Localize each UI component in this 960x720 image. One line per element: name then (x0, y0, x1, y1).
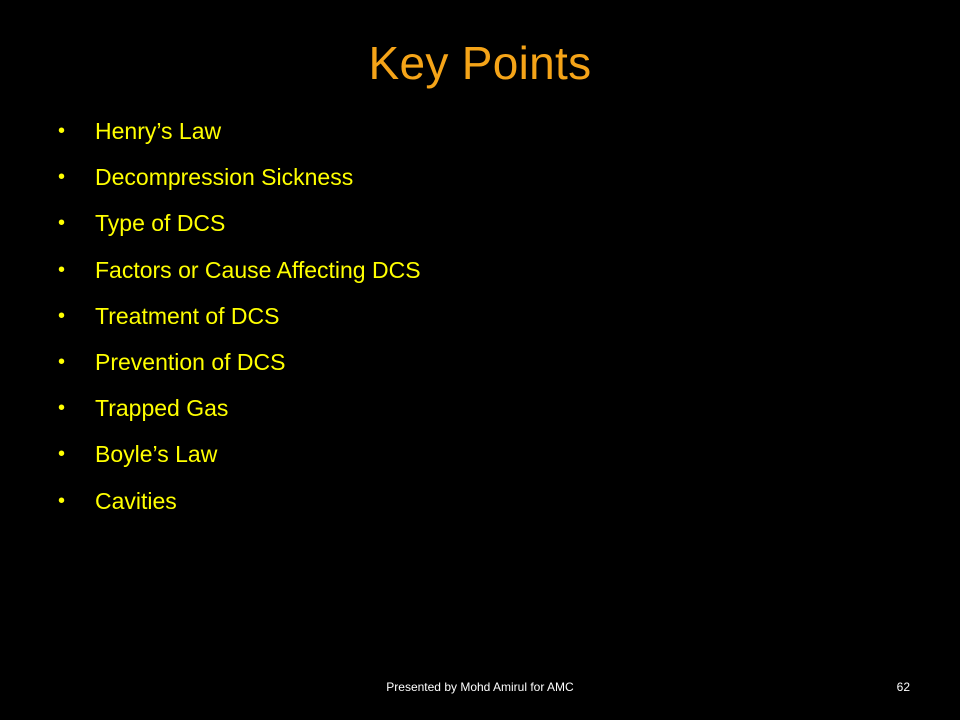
bullet-label: Decompression Sickness (95, 164, 354, 191)
bullet-icon: • (58, 443, 66, 466)
bullet-label: Prevention of DCS (95, 348, 286, 375)
bullet-icon: • (58, 304, 66, 327)
bullet-icon: • (58, 350, 66, 373)
bullet-label: Cavities (95, 487, 177, 514)
bullet-icon: • (58, 120, 66, 142)
bullet-label: Trapped Gas (95, 395, 229, 422)
bullet-item-boyles-law (58, 431, 421, 477)
bullet-icon: • (58, 489, 66, 512)
bullet-label: Factors or Cause Affecting DCS (95, 256, 421, 283)
bullet-item-cavities (58, 478, 421, 524)
bullet-item-treatment-of-dcs (58, 293, 421, 339)
bullet-icon: • (58, 258, 66, 281)
bullet-item-factors-affecting-dcs (58, 247, 421, 293)
bullet-label: Boyle’s Law (95, 441, 218, 468)
footer-presenter: Presented by Mohd Amirul for AMC (386, 680, 574, 694)
bullet-label: Treatment of DCS (95, 302, 280, 329)
page-number: 62 (896, 680, 910, 694)
bullet-item-trapped-gas (58, 385, 421, 431)
bullet-icon: • (58, 212, 66, 235)
bullet-list (58, 108, 421, 524)
bullet-icon: • (58, 166, 66, 189)
bullet-item-decompression-sickness (58, 154, 421, 200)
bullet-label: Type of DCS (95, 210, 226, 237)
bullet-item-henrys-law (58, 108, 421, 154)
slide-title: Key Points (368, 37, 592, 89)
bullet-label: Henry’s Law (95, 118, 222, 144)
bullet-item-type-of-dcs (58, 200, 421, 246)
bullet-item-prevention-of-dcs (58, 339, 421, 385)
bullet-icon: • (58, 397, 66, 420)
